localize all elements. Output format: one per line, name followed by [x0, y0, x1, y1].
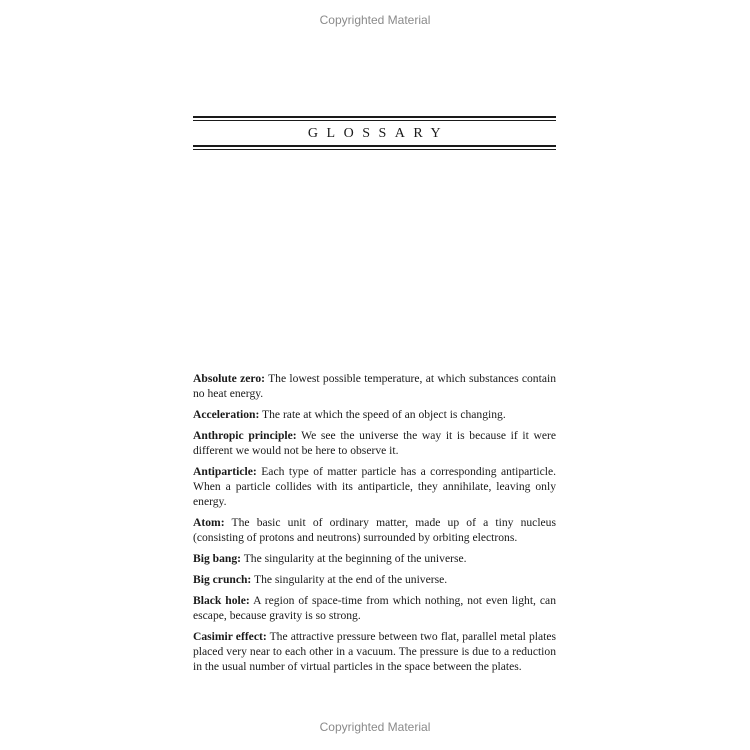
glossary-definition: A region of space-time from which nothing, not even light, can escape, because gravity is so strong.	[193, 594, 557, 622]
glossary-entry	[193, 428, 556, 458]
glossary-definition: The basic unit of ordinary matter, made up of a tiny nucleus (consisting of protons and neutrons) surrounded by orbiting electrons.	[193, 516, 556, 544]
glossary-definition: The lowest possible temperature, at which substances contain no heat energy.	[193, 372, 556, 400]
glossary-entry	[193, 515, 556, 545]
glossary-definition: Each type of matter particle has a corresponding antiparticle. When a particle collides with its antiparticle, they annihilate, leaving only energy.	[193, 465, 556, 508]
glossary-entry	[193, 407, 556, 422]
glossary-definition: We see the universe the way it is because if it were different we would not be here to observe it.	[193, 429, 556, 457]
copyright-watermark-top: Copyrighted Material	[319, 13, 431, 27]
glossary-entry	[193, 572, 556, 587]
glossary-definition: The attractive pressure between two flat, parallel metal plates placed very near to each other in a vacuum. The pressure is due to a reduction in the usual number of virtual particles in the space between the plates.	[193, 630, 556, 673]
glossary-term: Acceleration:	[193, 408, 260, 421]
glossary-term: Absolute zero:	[193, 372, 265, 385]
glossary-term: Casimir effect:	[193, 630, 267, 643]
glossary-term: Black hole:	[193, 594, 250, 607]
page-title: GLOSSARY	[307, 126, 450, 141]
glossary-term: Anthropic principle:	[193, 429, 297, 442]
glossary-header	[193, 116, 556, 150]
glossary-entry	[193, 371, 556, 401]
glossary-entry	[193, 551, 556, 566]
glossary-term: Big crunch:	[193, 573, 252, 586]
glossary-entry	[193, 629, 556, 674]
glossary-definition: The singularity at the end of the universe.	[254, 573, 448, 586]
glossary-entry	[193, 464, 556, 509]
glossary-term: Atom:	[193, 516, 225, 529]
glossary-definition: The singularity at the beginning of the universe.	[243, 552, 467, 565]
glossary-definition: The rate at which the speed of an object is changing.	[262, 408, 506, 421]
glossary-entry	[193, 593, 556, 623]
glossary-list	[193, 371, 556, 680]
glossary-term: Big bang:	[193, 552, 241, 565]
header-rule-bottom	[193, 145, 556, 150]
glossary-term: Antiparticle:	[193, 465, 257, 478]
copyright-watermark-bottom: Copyrighted Material	[319, 720, 431, 734]
